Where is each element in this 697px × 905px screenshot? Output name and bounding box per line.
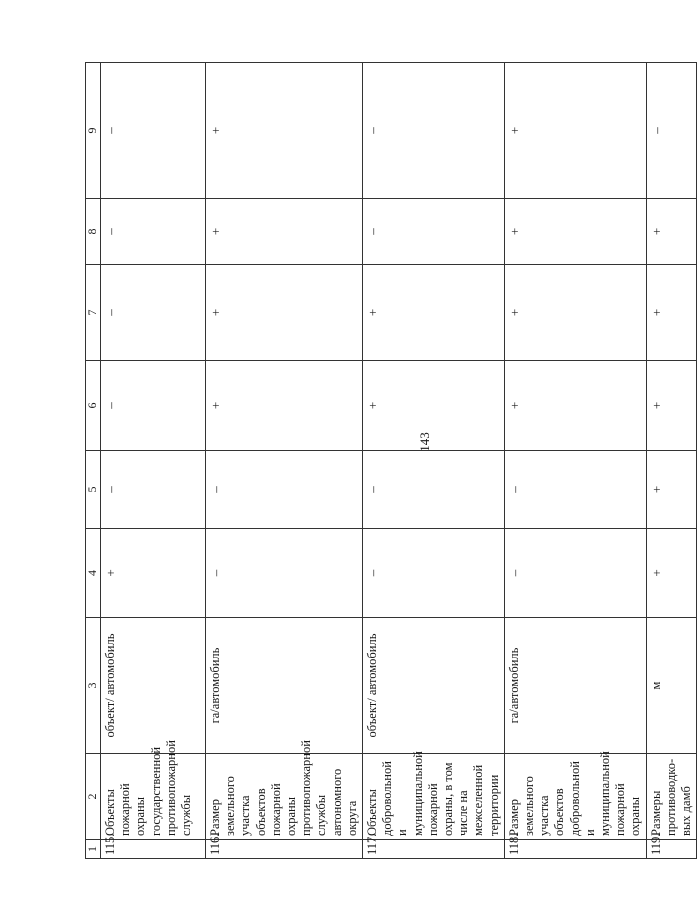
unit-cell: объект/ автомобиль <box>363 618 505 754</box>
mark-cell: – <box>646 63 697 199</box>
page-number: 143 <box>417 432 432 452</box>
rotated-table-wrapper <box>85 63 694 859</box>
table-row <box>646 63 697 859</box>
mark-cell: – <box>101 265 206 361</box>
mark-cell: – <box>363 199 505 265</box>
mark-cell: + <box>504 361 646 451</box>
mark-cell: – <box>101 361 206 451</box>
column-number: 3 <box>86 618 101 754</box>
column-number: 7 <box>86 265 101 361</box>
column-number: 4 <box>86 529 101 618</box>
mark-cell: + <box>646 361 697 451</box>
table-row <box>504 63 646 859</box>
mark-cell: + <box>206 199 363 265</box>
column-number: 8 <box>86 199 101 265</box>
mark-cell: + <box>646 265 697 361</box>
mark-cell: + <box>504 199 646 265</box>
column-number: 5 <box>86 451 101 529</box>
column-number: 6 <box>86 361 101 451</box>
mark-cell: – <box>206 451 363 529</box>
table-row <box>206 63 363 859</box>
unit-cell: м <box>646 618 697 754</box>
column-number: 9 <box>86 63 101 199</box>
mark-cell: + <box>504 63 646 199</box>
row-number: 116. <box>206 840 363 859</box>
mark-cell: – <box>504 529 646 618</box>
indicator-name: Размер земельного участка объектов пожарной охраны противопожарной службы автономного округа <box>206 754 363 840</box>
column-number: 2 <box>86 754 101 840</box>
mark-cell: + <box>504 265 646 361</box>
row-number: 117. <box>363 840 505 859</box>
unit-cell: га/автомобиль <box>206 618 363 754</box>
mark-cell: – <box>101 63 206 199</box>
mark-cell: + <box>101 529 206 618</box>
indicator-name: Объекты пожарной охраны государственной противопожарной службы <box>101 754 206 840</box>
mark-cell: – <box>363 63 505 199</box>
row-number: 115. <box>101 840 206 859</box>
mark-cell: + <box>646 451 697 529</box>
mark-cell: – <box>206 529 363 618</box>
mark-cell: – <box>363 529 505 618</box>
mark-cell: – <box>504 451 646 529</box>
norms-table <box>85 62 697 859</box>
mark-cell: + <box>206 265 363 361</box>
mark-cell: – <box>101 451 206 529</box>
indicator-name: Объекты добровольной и муниципальной пожарной охраны, в том числе на межселенной территории <box>363 754 505 840</box>
row-number: 119. <box>646 840 697 859</box>
indicator-name: Размер земельного участка объектов добровольной и муниципальной пожарной охраны <box>504 754 646 840</box>
mark-cell: + <box>206 361 363 451</box>
mark-cell: + <box>646 199 697 265</box>
row-number: 118. <box>504 840 646 859</box>
unit-cell: га/автомобиль <box>504 618 646 754</box>
table-row <box>363 63 505 859</box>
column-number: 1 <box>86 840 101 859</box>
mark-cell: – <box>363 451 505 529</box>
unit-cell: объект/ автомобиль <box>101 618 206 754</box>
table-row <box>101 63 206 859</box>
indicator-name: Размеры противоводко-вых дамб <box>646 754 697 840</box>
mark-cell: + <box>206 63 363 199</box>
document-sheet <box>85 63 694 859</box>
mark-cell: + <box>646 529 697 618</box>
mark-cell: + <box>363 361 505 451</box>
mark-cell: – <box>101 199 206 265</box>
mark-cell: + <box>363 265 505 361</box>
column-number-row <box>86 63 101 859</box>
